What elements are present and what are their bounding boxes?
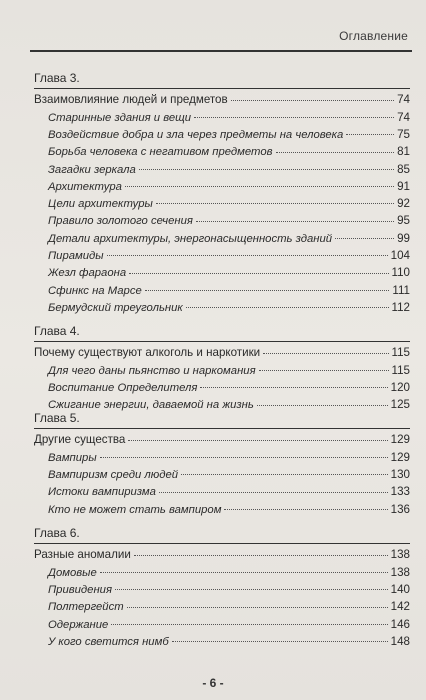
toc-subentry [34,212,410,229]
entry-title: Привидения [48,583,112,596]
entry-title: Правило золотого сечения [48,215,193,228]
entry-page-number: 138 [390,565,410,579]
toc-subentry [34,449,410,466]
dot-leader [100,457,388,458]
entry-page-number: 85 [397,162,410,176]
dot-leader [196,221,394,222]
entry-title: Для чего даны пьянство и наркомания [48,364,256,377]
toc-subentry [34,247,410,264]
entry-page-number: 104 [390,249,410,263]
chapter-5 [34,409,410,518]
dot-leader [181,474,388,475]
entry-title: Почему существуют алкоголь и наркотики [34,346,261,360]
entry-title: Борьба человека с негативом предметов [48,146,273,159]
running-header-title: Оглавление [339,29,408,43]
entry-page-number: 138 [390,548,410,562]
toc-subentry [34,466,410,483]
toc-subentry [34,195,410,212]
dot-leader [127,607,388,608]
entry-title: Архитектура [48,180,122,193]
entry-page-number: 136 [390,502,410,516]
entry-title: Истоки вампиризма [48,486,156,499]
entry-title: Вампиры [48,451,97,464]
chapter-entries [34,91,410,316]
entry-title: Воздействие добра и зла через предметы на человека [48,128,344,141]
dot-leader [107,255,388,256]
chapter-label: Глава 3. [34,71,80,85]
entry-title: Цели архитектуры [48,198,153,211]
chapter-rule [34,88,410,89]
chapter-4 [34,322,410,414]
entry-page-number: 130 [390,467,410,481]
dot-leader [276,152,395,153]
dot-leader [186,307,389,308]
entry-title: Загадки зеркала [48,163,136,176]
entry-title: Бермудский треугольник [48,301,183,314]
chapter-entries [34,546,410,650]
dot-leader [159,492,388,493]
chapter-3 [34,69,410,316]
entry-page-number: 91 [397,179,410,193]
toc-subentry [34,143,410,160]
chapter-6 [34,524,410,650]
entry-page-number: 115 [391,363,410,377]
dot-leader [111,624,387,625]
toc-subentry [34,362,410,379]
dot-leader [125,186,394,187]
chapter-label: Глава 4. [34,324,80,338]
entry-page-number: 133 [390,485,410,499]
entry-title: Взаимовлияние людей и предметов [34,93,228,107]
dot-leader [231,100,394,101]
entry-page-number: 111 [392,283,410,297]
toc-subentry [34,581,410,598]
chapter-rule [34,341,410,342]
entry-page-number: 74 [397,93,410,107]
dot-leader [156,203,394,204]
chapter-label: Глава 6. [34,526,80,540]
dot-leader [335,238,394,239]
dot-leader [172,641,388,642]
toc-subentry [34,178,410,195]
dot-leader [129,273,388,274]
entry-page-number: 112 [391,300,410,314]
chapter-entries [34,431,410,517]
entry-title: У кого светится нимб [48,635,169,648]
dot-leader [257,405,388,406]
entry-title: Полтергейст [48,601,124,614]
entry-page-number: 129 [390,450,410,464]
toc-subentry [34,564,410,581]
dot-leader [100,572,388,573]
entry-title: Одержание [48,618,109,631]
entry-page-number: 81 [397,145,410,159]
toc-subentry [34,379,410,396]
entry-title: Пирамиды [48,250,104,263]
dot-leader [224,509,387,510]
entry-title: Другие существа [34,433,126,447]
chapter-entries [34,344,410,413]
entry-title: Сжигание энергии, даваемой на жизнь [48,399,254,412]
entry-title: Воспитание Определителя [48,381,198,394]
entry-page-number: 92 [397,197,410,211]
entry-page-number: 142 [390,600,410,614]
entry-title: Старинные здания и вещи [48,111,192,124]
toc-subentry [34,230,410,247]
entry-title: Жезл фараона [48,267,127,280]
toc-entry [34,91,410,108]
chapter-label: Глава 5. [34,411,80,425]
dot-leader [259,370,389,371]
dot-leader [145,290,390,291]
toc-entry [34,344,410,361]
toc-subentry [34,161,410,178]
entry-page-number: 140 [390,582,410,596]
entry-page-number: 115 [391,346,410,360]
dot-leader [194,117,394,118]
entry-title: Домовые [48,566,97,579]
toc-subentry [34,616,410,633]
toc-subentry [34,126,410,143]
entry-page-number: 125 [390,398,410,412]
dot-leader [139,169,394,170]
entry-page-number: 110 [391,266,410,280]
entry-title: Детали архитектуры, энергонасыщенность зданий [48,232,333,245]
toc-subentry [34,483,410,500]
entry-title: Сфинкс на Марсе [48,284,142,297]
entry-page-number: 146 [390,617,410,631]
toc-subentry [34,299,410,316]
entry-title: Разные аномалии [34,548,131,562]
dot-leader [115,589,388,590]
entry-page-number: 120 [390,380,410,394]
header-rule [30,50,412,52]
entry-page-number: 129 [390,433,410,447]
entry-title: Кто не может стать вампиром [48,503,222,516]
toc-subentry [34,109,410,126]
toc-subentry [34,264,410,281]
toc-subentry [34,501,410,518]
entry-page-number: 95 [397,214,410,228]
dot-leader [128,440,387,441]
dot-leader [263,353,388,354]
page-number: - 6 - [202,676,224,690]
chapter-rule [34,543,410,544]
entry-page-number: 74 [397,110,410,124]
entry-page-number: 75 [397,127,410,141]
dot-leader [200,387,387,388]
entry-page-number: 148 [390,634,410,648]
dot-leader [346,134,394,135]
toc-subentry [34,282,410,299]
toc-entry [34,546,410,563]
toc-entry [34,431,410,448]
entry-page-number: 99 [397,231,410,245]
dot-leader [134,555,388,556]
toc-subentry [34,633,410,650]
entry-title: Вампиризм среди людей [48,468,179,481]
chapter-rule [34,428,410,429]
toc-subentry [34,598,410,615]
